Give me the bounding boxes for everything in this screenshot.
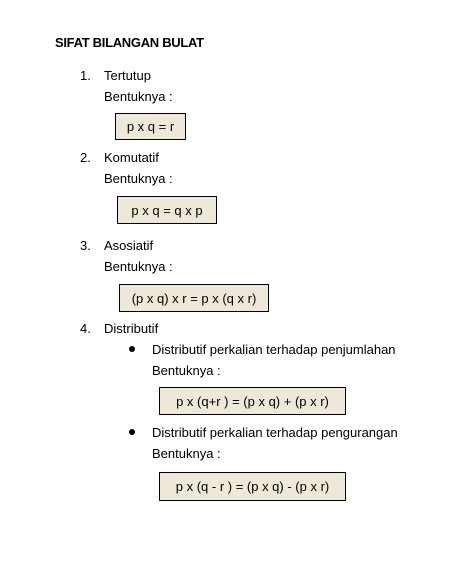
formula-box: (p x q) x r = p x (q x r): [119, 284, 269, 312]
property-name-komutatif: Komutatif: [104, 150, 159, 165]
item-number: 1.: [80, 68, 91, 83]
formula-box: p x q = q x p: [117, 196, 217, 224]
form-label: Bentuknya :: [104, 171, 173, 186]
sub-property-name: Distributif perkalian terhadap penjumlahan: [152, 342, 396, 357]
form-label: Bentuknya :: [152, 363, 221, 378]
item-number: 3.: [80, 238, 91, 253]
formula-box: p x (q+r ) = (p x q) + (p x r): [159, 387, 346, 415]
property-name-asosiatif: Asosiatif: [104, 238, 154, 253]
property-name-tertutup: Tertutup: [104, 68, 151, 83]
form-label: Bentuknya :: [152, 446, 221, 461]
formula-box: p x (q - r ) = (p x q) - (p x r): [159, 472, 346, 501]
sub-property-name: Distributif perkalian terhadap pengurangan: [152, 425, 398, 440]
form-label: Bentuknya :: [104, 259, 173, 274]
item-number: 4.: [80, 321, 91, 336]
formula-box: p x q = r: [115, 113, 186, 140]
bullet-icon: [129, 346, 135, 352]
bullet-icon: [129, 429, 135, 435]
property-name-distributif: Distributif: [104, 321, 159, 336]
item-number: 2.: [80, 150, 91, 165]
document-title: SIFAT BILANGAN BULAT: [55, 35, 204, 50]
form-label: Bentuknya :: [104, 89, 173, 104]
